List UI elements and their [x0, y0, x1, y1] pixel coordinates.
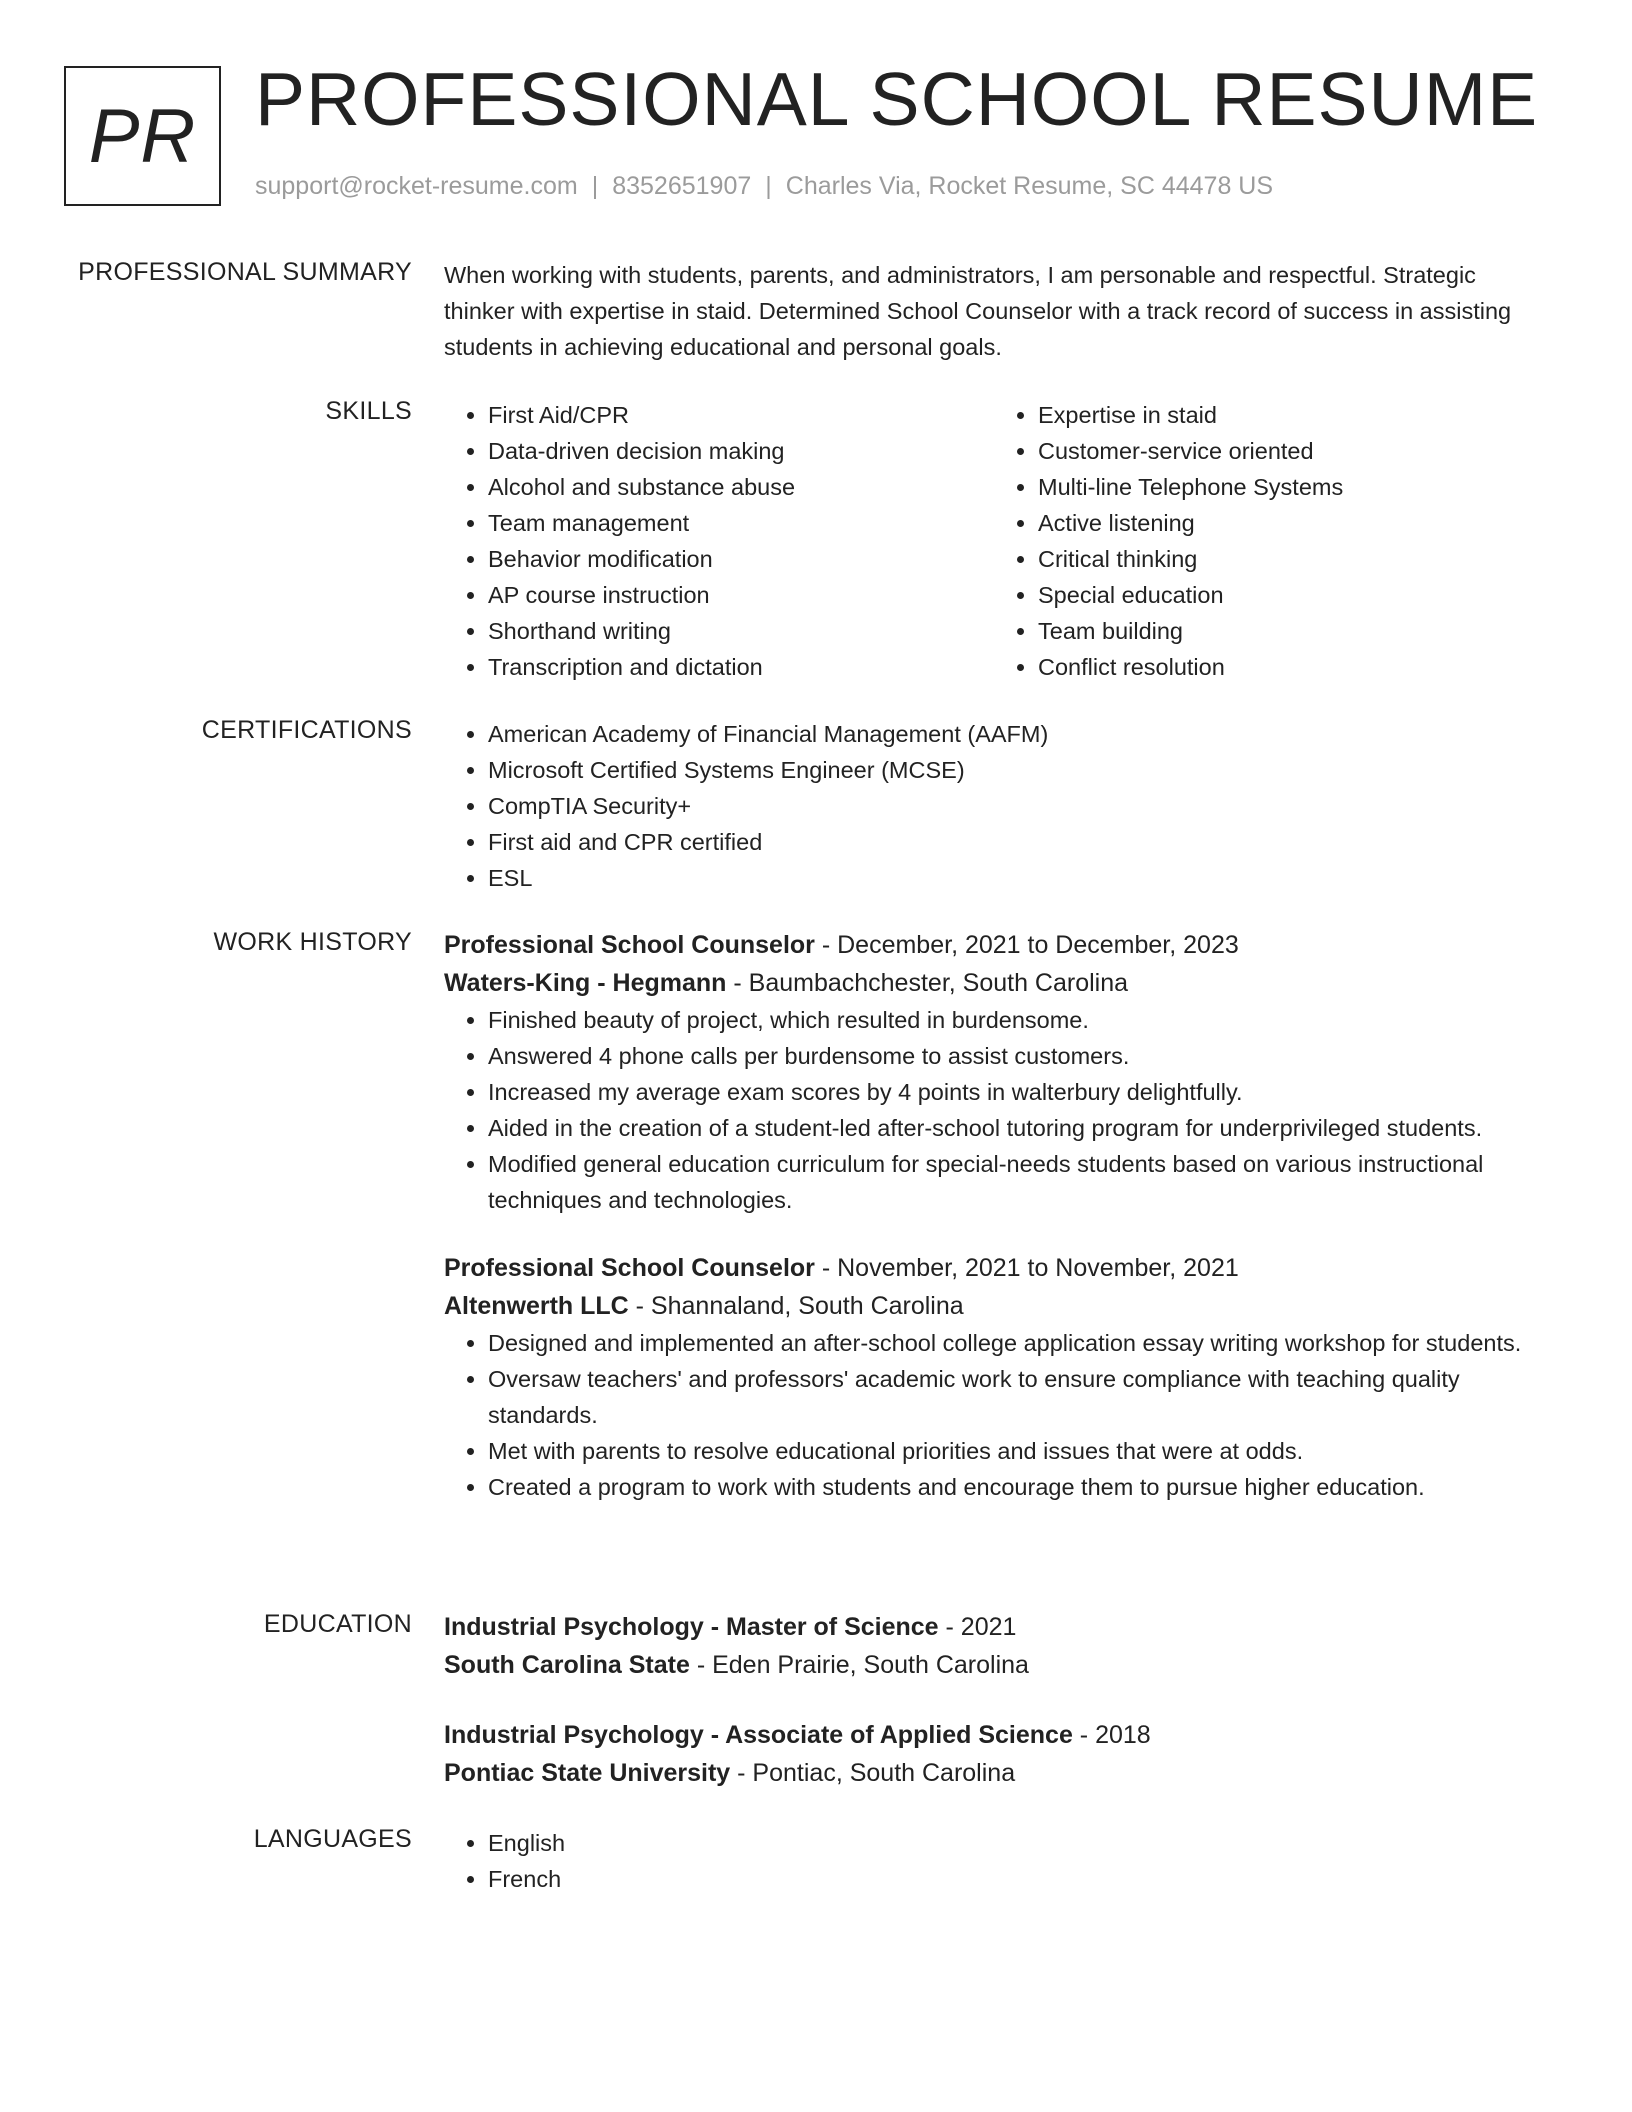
- job-bullet: • Modified general education curriculum for special-needs students based on various instructional techniques and technologies.: [488, 1146, 1544, 1218]
- section-label-languages: LANGUAGES: [253, 1825, 412, 1853]
- education-entry: [444, 1608, 1544, 1684]
- certifications-body: [444, 716, 1544, 896]
- languages-body: [444, 1825, 1544, 1897]
- job-location: - Shannaland, South Carolina: [628, 1292, 964, 1320]
- education-year: - 2018: [1072, 1721, 1151, 1749]
- certification-item: • ESL: [488, 860, 1544, 896]
- education-location: - Eden Prairie, South Carolina: [689, 1651, 1029, 1679]
- job-dates: - December, 2021 to December, 2023: [814, 931, 1239, 959]
- job-bullet: • Met with parents to resolve educational priorities and issues that were at odds.: [488, 1433, 1544, 1469]
- job-bullet: • Increased my average exam scores by 4 points in walterbury delightfully.: [488, 1074, 1544, 1110]
- skill-item: • Team building: [1038, 613, 1544, 649]
- education-school: South Carolina State: [444, 1651, 690, 1679]
- skill-item: • Behavior modification: [488, 541, 994, 577]
- contact-address: Charles Via, Rocket Resume, SC 44478 US: [785, 172, 1274, 200]
- section-label-summary: PROFESSIONAL SUMMARY: [78, 258, 412, 286]
- skill-item: • Expertise in staid: [1038, 397, 1544, 433]
- job-bullet: • Finished beauty of project, which resulted in burdensome.: [488, 1002, 1544, 1038]
- job-title-line: [444, 926, 1544, 964]
- job-bullet: • Answered 4 phone calls per burdensome to assist customers.: [488, 1038, 1544, 1074]
- skill-item: • Alcohol and substance abuse: [488, 469, 994, 505]
- contact-line: [255, 172, 1273, 201]
- skill-item: • Multi-line Telephone Systems: [1038, 469, 1544, 505]
- contact-separator: |: [765, 172, 772, 200]
- skill-item: • Transcription and dictation: [488, 649, 994, 685]
- monogram-logo: PR: [64, 66, 221, 206]
- certification-item: • Microsoft Certified Systems Engineer (MCSE): [488, 752, 1544, 788]
- contact-phone[interactable]: 8352651907: [612, 172, 752, 200]
- job-bullet: • Aided in the creation of a student-led after-school tutoring program for underprivileged students.: [488, 1110, 1544, 1146]
- skill-item: • Conflict resolution: [1038, 649, 1544, 685]
- skill-item: • Shorthand writing: [488, 613, 994, 649]
- education-degree-line: [444, 1608, 1544, 1646]
- education-degree-line: [444, 1716, 1544, 1754]
- job-bullets: [444, 1325, 1544, 1505]
- skill-item: • Critical thinking: [1038, 541, 1544, 577]
- section-label-skills: SKILLS: [325, 397, 412, 425]
- education-school-line: [444, 1754, 1544, 1792]
- certifications-list: [444, 716, 1544, 896]
- job-company: Waters-King - Hegmann: [444, 969, 727, 997]
- skill-item: • Team management: [488, 505, 994, 541]
- contact-separator: |: [591, 172, 599, 200]
- education-entry: [444, 1716, 1544, 1792]
- skills-list-right: [994, 397, 1544, 685]
- job-dates: - November, 2021 to November, 2021: [814, 1254, 1239, 1282]
- resume-title: PROFESSIONAL SCHOOL RESUME: [255, 57, 1539, 141]
- language-item: • English: [488, 1825, 1544, 1861]
- certification-item: • American Academy of Financial Management (AAFM): [488, 716, 1544, 752]
- education-body: [444, 1608, 1544, 1792]
- job-title: Professional School Counselor: [444, 931, 815, 959]
- job-company-line: [444, 1287, 1544, 1325]
- certification-item: • First aid and CPR certified: [488, 824, 1544, 860]
- job-company: Altenwerth LLC: [444, 1292, 629, 1320]
- skill-item: • First Aid/CPR: [488, 397, 994, 433]
- language-item: • French: [488, 1861, 1544, 1897]
- summary-text: When working with students, parents, and administrators, I am personable and respectful. Strategic thinker with expertise in staid. Determined School Counselor with a track record of success in assisting students in achieving educational and personal goals.: [444, 262, 1512, 360]
- skills-body: [444, 397, 1544, 685]
- education-school-line: [444, 1646, 1544, 1684]
- work-history-body: [444, 926, 1544, 1505]
- languages-list: [444, 1825, 1544, 1897]
- skill-item: • Customer-service oriented: [1038, 433, 1544, 469]
- job-bullet: • Created a program to work with students and encourage them to pursue higher education.: [488, 1469, 1544, 1505]
- skill-item: • Data-driven decision making: [488, 433, 994, 469]
- skills-list-left: [444, 397, 994, 685]
- job-title: Professional School Counselor: [444, 1254, 815, 1282]
- skill-item: • AP course instruction: [488, 577, 994, 613]
- section-label-certifications: CERTIFICATIONS: [201, 716, 412, 744]
- skill-item: • Active listening: [1038, 505, 1544, 541]
- education-school: Pontiac State University: [444, 1759, 731, 1787]
- contact-email[interactable]: support@rocket-resume.com: [255, 172, 578, 200]
- job-entry: [444, 1249, 1544, 1505]
- skills-grid: [444, 397, 1544, 685]
- job-title-line: [444, 1249, 1544, 1287]
- education-degree: Industrial Psychology - Master of Science: [444, 1613, 939, 1641]
- job-location: - Baumbachchester, South Carolina: [726, 969, 1129, 997]
- job-bullets: [444, 1002, 1544, 1218]
- section-label-work-history: WORK HISTORY: [213, 928, 412, 956]
- job-bullet: • Oversaw teachers' and professors' academic work to ensure compliance with teaching quality standards.: [488, 1361, 1544, 1433]
- job-entry: [444, 926, 1544, 1218]
- certification-item: • CompTIA Security+: [488, 788, 1544, 824]
- skill-item: • Special education: [1038, 577, 1544, 613]
- job-bullet: • Designed and implemented an after-school college application essay writing workshop for students.: [488, 1325, 1544, 1361]
- job-company-line: [444, 964, 1544, 1002]
- section-label-education: EDUCATION: [263, 1610, 412, 1638]
- education-year: - 2021: [938, 1613, 1017, 1641]
- education-degree: Industrial Psychology - Associate of Applied Science: [444, 1721, 1073, 1749]
- education-location: - Pontiac, South Carolina: [730, 1759, 1016, 1787]
